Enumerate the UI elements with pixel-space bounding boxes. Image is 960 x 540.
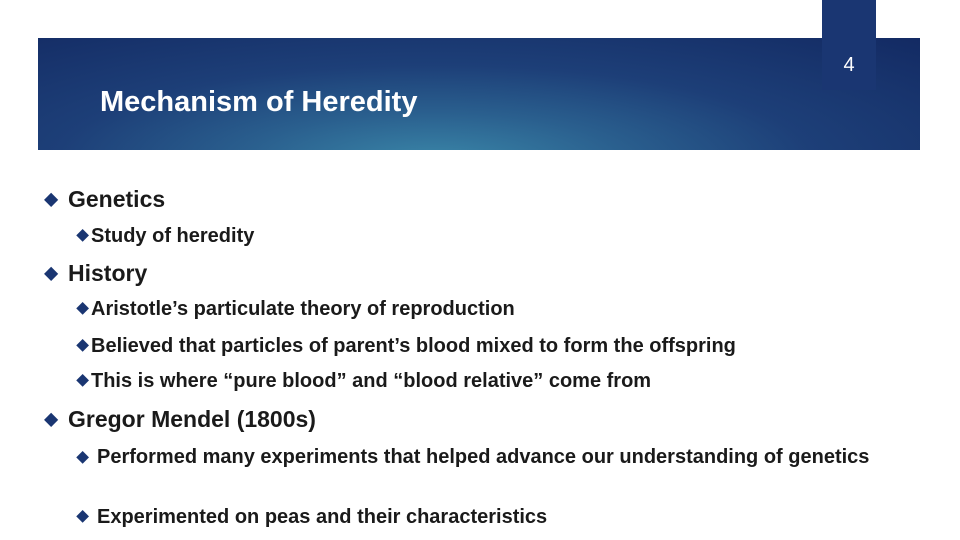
diamond-bullet-icon [76,229,89,242]
slide-title: Mechanism of Heredity [100,86,418,118]
sub-bullet-aristotle [76,298,515,321]
sub-bullet-text: This is where “pure blood” and “blood relative” come from [91,370,652,392]
sub-bullet-text: Experimented on peas and their characteristics [97,506,548,528]
bullet-history [44,260,147,287]
bullet-genetics [44,186,165,213]
bullet-text: History [68,260,148,286]
sub-bullet-performed [76,445,936,470]
sub-bullet-text: Performed many experiments that helped advance our understanding of genetics [97,446,870,468]
slide-number: 4 [843,54,855,76]
diamond-bullet-icon [76,451,89,464]
sub-bullet-text: Study of heredity [91,225,255,247]
bullet-text: Gregor Mendel (1800s) [68,406,316,432]
diamond-bullet-icon [44,413,58,427]
sub-bullet-experimented [76,506,547,529]
diamond-bullet-icon [44,193,58,207]
sub-bullet-text: Believed that particles of parent’s blood mixed to form the offspring [91,335,736,357]
diamond-bullet-icon [76,374,89,387]
bullet-gregor-mendel [44,406,316,433]
sub-bullet-study-of-heredity [76,225,254,248]
sub-bullet-text: Aristotle’s particulate theory of reproduction [91,298,515,320]
diamond-bullet-icon [76,339,89,352]
sub-bullet-pure-blood [76,370,651,393]
diamond-bullet-icon [44,267,58,281]
bullet-text: Genetics [68,186,166,212]
diamond-bullet-icon [76,510,89,523]
sub-bullet-believed [76,335,736,358]
diamond-bullet-icon [76,302,89,315]
